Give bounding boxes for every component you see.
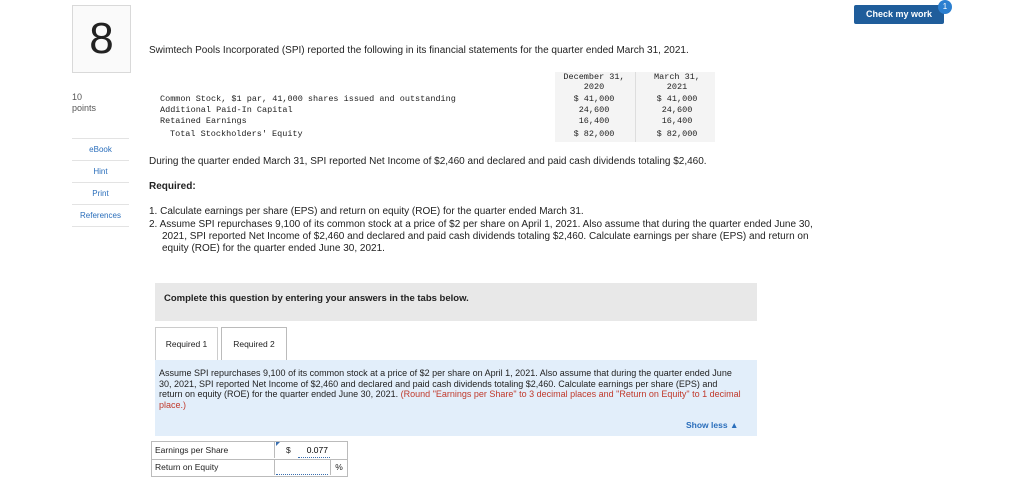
row-label: Additional Paid-In Capital [160,105,293,115]
question-number: 8 [72,5,131,73]
answer-table [151,441,348,477]
points-info [72,92,96,114]
answered-flag-icon [276,442,280,446]
show-less-label: Show less [686,420,728,430]
rounding-instruction: (Round "Earnings per Share" to 3 decimal places and "Return on Equity" to 1 decimal place.) [159,389,741,410]
roe-suffix: % [330,459,347,475]
references-link[interactable]: References [72,205,129,227]
ebook-link[interactable]: eBook [72,138,129,161]
panel-text: Assume SPI repurchases 9,100 of its common stock at a price of $2 per share on April 1, 2021. Also assume that during the quarter ended June 30, 2021, SPI reported Net Income of $2,460 and declared and paid cash dividends totaling $2,460. Calculate earnings per share (EPS) and return on equity (ROE) for the quarter ended June 30, 2021. [159,368,732,399]
print-link[interactable]: Print [72,183,129,205]
side-links [72,138,129,227]
points-label: points [72,103,97,113]
requirements-list [149,206,819,256]
row-value-dec: $ 41,000 [573,94,615,104]
requirement-2: 2. Assume SPI repurchases 9,100 of its common stock at a price of $2 per share on April 1, 2021. Also assume that during the quarter ended June 30, 2021, SPI reported Net Income of $2,460 and declared and paid cash dividends totaling $2,460. Calculate earnings per share (EPS) and return on equity (ROE) for the quarter ended June 30, 2021. [149,219,813,254]
triangle-up-icon: ▲ [729,420,739,430]
hint-link[interactable]: Hint [72,161,129,183]
row-label: Total Stockholders' Equity [170,129,303,139]
row-value-mar: $ 82,000 [656,129,698,139]
complete-banner: Complete this question by entering your answers in the tabs below. [155,283,757,321]
col1-header-2: 2020 [583,82,605,92]
row-value-mar: $ 41,000 [656,94,698,104]
show-less-link[interactable] [686,420,738,430]
eps-label: Earnings per Share [152,442,275,458]
row-value-mar: 16,400 [661,116,693,126]
question-intro: Swimtech Pools Incorporated (SPI) reported the following in its financial statements for the quarter ended March 31, 2021. [149,45,689,56]
row-value-dec: 16,400 [578,116,610,126]
row-value-dec: $ 82,000 [573,129,615,139]
answer-row-eps [152,442,347,460]
row-value-mar: 24,600 [661,105,693,115]
col2-header-1: March 31, [654,72,700,82]
row-value-dec: 24,600 [578,105,610,115]
attempt-badge: 1 [938,0,952,14]
points-value: 10 [72,92,83,102]
roe-label: Return on Equity [152,459,275,475]
answer-row-roe [152,459,347,476]
roe-input[interactable] [276,460,328,475]
col2-header-2: 2021 [666,82,688,92]
required-heading: Required: [149,181,196,192]
tab-panel [155,360,757,436]
tab-required-2[interactable]: Required 2 [221,327,287,361]
row-label: Common Stock, $1 par, 41,000 shares issued and outstanding [160,94,456,104]
col1-header-1: December 31, [563,72,625,82]
eps-prefix: $ [286,445,291,455]
eps-input[interactable] [298,443,330,458]
tab-required-1[interactable]: Required 1 [155,327,218,361]
row-label: Retained Earnings [160,116,247,126]
requirement-1: 1. Calculate earnings per share (EPS) and return on equity (ROE) for the quarter ended March 31. [149,206,584,217]
check-my-work-button[interactable]: Check my work [854,5,944,24]
narrative-text: During the quarter ended March 31, SPI reported Net Income of $2,460 and declared and paid cash dividends totaling $2,460. [149,156,707,167]
